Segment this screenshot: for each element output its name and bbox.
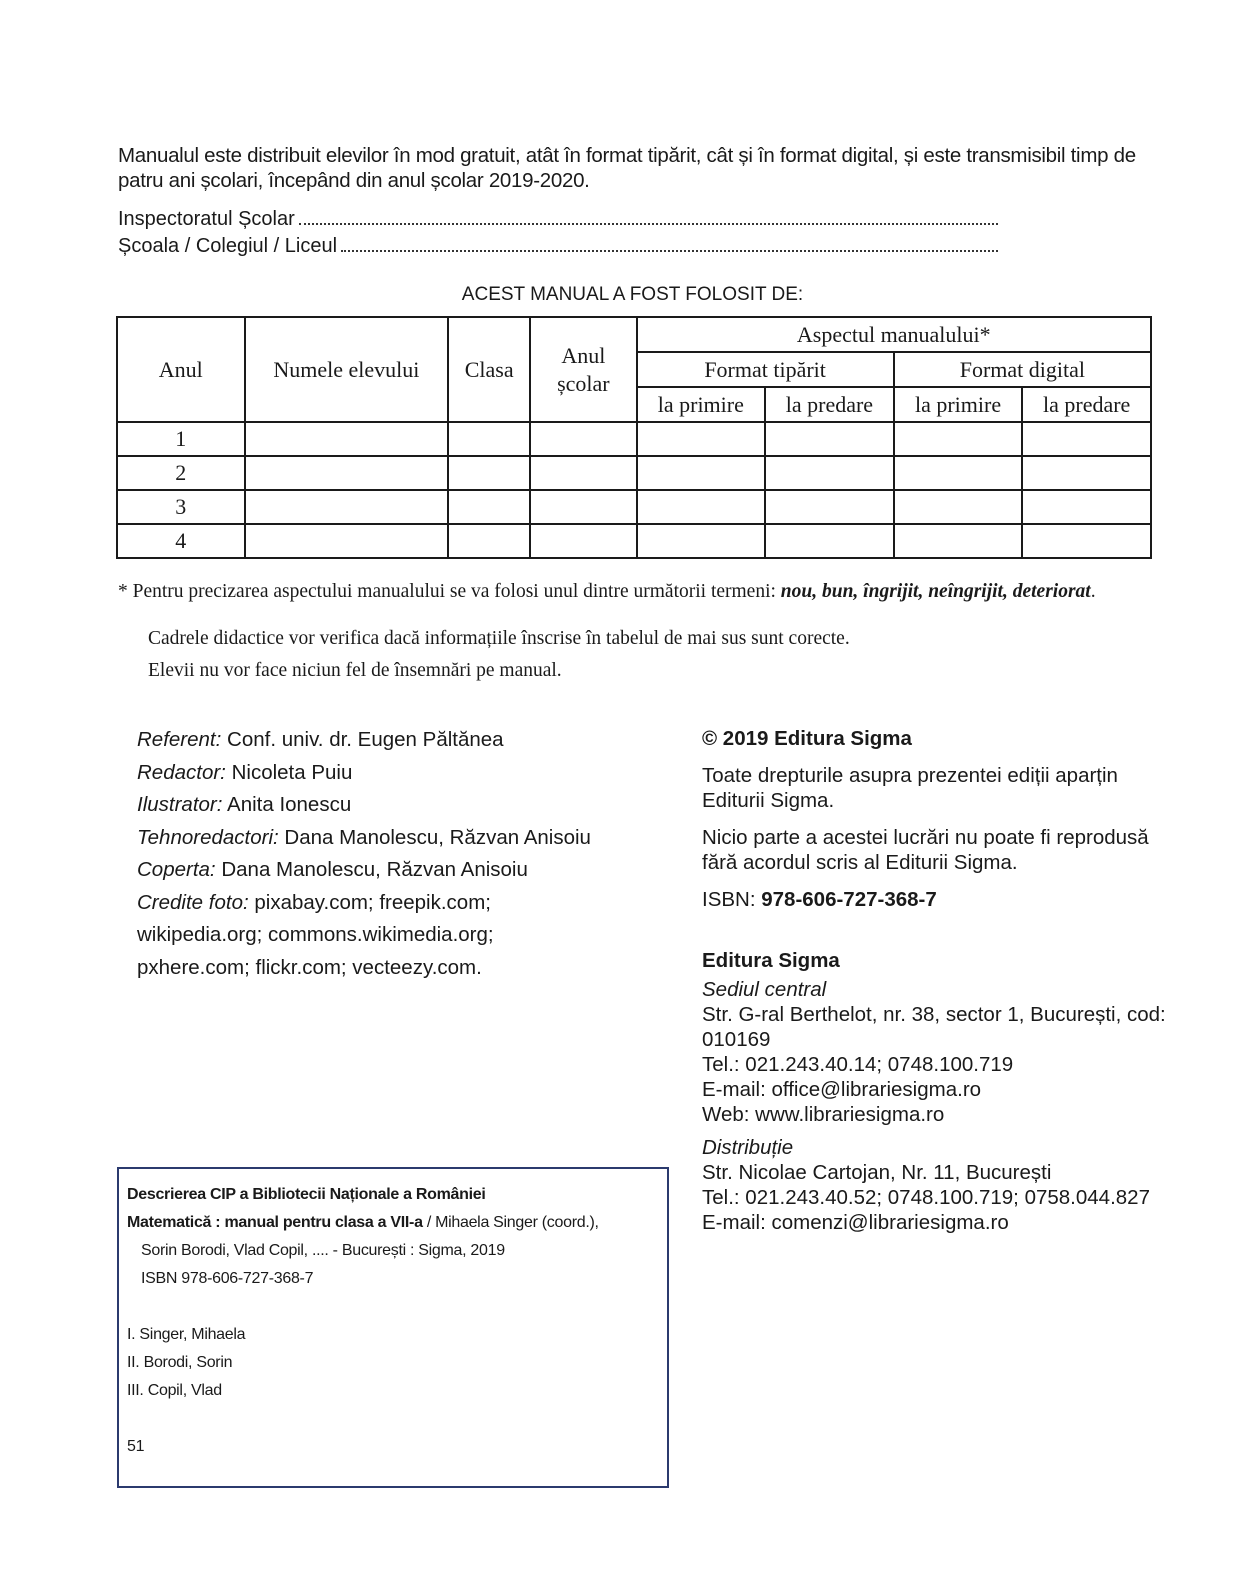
distribution-email: E-mail: comenzi@librariesigma.ro xyxy=(702,1211,1009,1234)
credit-role: Ilustrator: xyxy=(137,793,223,816)
cip-isbn: ISBN 978-606-727-368-7 xyxy=(141,1270,314,1287)
credit-coperta xyxy=(137,854,657,887)
hq-label: Sediul central xyxy=(702,978,827,1001)
credit-role: Tehnoredactori: xyxy=(137,825,279,849)
cell-clasa xyxy=(448,456,530,490)
credit-ilustrator xyxy=(137,789,657,822)
reproduction-text: Nicio parte a acestei lucrări nu poate fi reprodusă fără acordul scris al Editurii Sigma. xyxy=(702,826,1149,874)
cell-tiparit-predare xyxy=(765,456,894,490)
credits-block xyxy=(137,724,657,984)
cell-numele xyxy=(245,524,449,558)
cell-digital-predare xyxy=(1022,456,1151,490)
row-number: 2 xyxy=(117,456,245,490)
footnote-terms: nou, bun, îngrijit, neîngrijit, deteriorat xyxy=(780,581,1091,602)
distribution-label: Distribuție xyxy=(702,1136,794,1159)
credit-foto-line3: pxhere.com; flickr.com; vecteezy.com. xyxy=(137,955,482,979)
cell-digital-primire xyxy=(894,422,1023,456)
credit-role: Credite foto: xyxy=(137,890,249,914)
cip-entry-3: III. Copil, Vlad xyxy=(127,1382,222,1399)
hq-web: Web: www.librariesigma.ro xyxy=(702,1103,945,1126)
scoala-field xyxy=(118,234,998,258)
table-row xyxy=(117,490,1151,524)
cell-clasa xyxy=(448,524,530,558)
cell-digital-primire xyxy=(894,456,1023,490)
cip-authors-line: Sorin Borodi, Vlad Copil, .... - București : Sigma, 2019 xyxy=(141,1242,505,1259)
row-number: 4 xyxy=(117,524,245,558)
header-clasa: Clasa xyxy=(448,317,530,422)
cell-digital-primire xyxy=(894,524,1023,558)
header-digital-la-predare: la predare xyxy=(1022,387,1151,422)
footnote-text: * Pentru precizarea aspectului manualului se va folosi unul dintre următorii termeni: xyxy=(118,581,781,602)
row-number: 3 xyxy=(117,490,245,524)
cell-tiparit-primire xyxy=(637,524,766,558)
hq-address: Str. G-ral Berthelot, nr. 38, sector 1, București, cod: 010169 xyxy=(702,1003,1166,1051)
rights-text: Toate drepturile asupra prezentei ediții aparțin Editurii Sigma. xyxy=(702,764,1118,812)
header-format-digital: Format digital xyxy=(894,352,1151,387)
header-anul-scolar-line1: Anul xyxy=(561,342,606,368)
inspectorat-label: Inspectoratul Școlar xyxy=(118,208,295,230)
usage-table xyxy=(116,316,1152,559)
credit-referent xyxy=(137,724,657,757)
inspectorat-dotted-line xyxy=(299,207,998,225)
credit-name: Dana Manolescu, Răzvan Anisoiu xyxy=(215,858,528,881)
table-row xyxy=(117,422,1151,456)
publisher-name: Editura Sigma xyxy=(702,949,840,972)
cell-digital-predare xyxy=(1022,524,1151,558)
distribution-address: Str. Nicolae Cartojan, Nr. 11, București xyxy=(702,1161,1052,1184)
header-format-tiparit: Format tipărit xyxy=(637,352,894,387)
cell-anul-scolar xyxy=(530,524,636,558)
isbn-value: 978-606-727-368-7 xyxy=(761,888,937,911)
cip-entry-2: II. Borodi, Sorin xyxy=(127,1354,233,1371)
table-row xyxy=(117,524,1151,558)
cip-book-title: Matematică : manual pentru clasa a VII-a xyxy=(127,1214,423,1231)
header-tiparit-la-predare: la predare xyxy=(765,387,894,422)
cell-numele xyxy=(245,422,449,456)
cell-tiparit-predare xyxy=(765,422,894,456)
credit-role: Coperta: xyxy=(137,858,216,881)
cell-anul-scolar xyxy=(530,490,636,524)
credit-foto-line2: wikipedia.org; commons.wikimedia.org; xyxy=(137,923,494,946)
cell-digital-predare xyxy=(1022,422,1151,456)
credit-name: pixabay.com; freepik.com; xyxy=(248,890,491,914)
credit-foto xyxy=(137,887,657,920)
cell-digital-primire xyxy=(894,490,1023,524)
cell-clasa xyxy=(448,422,530,456)
distribution-tel: Tel.: 021.243.40.52; 0748.100.719; 0758.044.827 xyxy=(702,1186,1150,1209)
header-anul-scolar-line2: școlar xyxy=(557,370,610,396)
credit-role: Referent: xyxy=(137,728,222,751)
cell-tiparit-primire xyxy=(637,456,766,490)
cell-tiparit-primire xyxy=(637,422,766,456)
credit-name: Nicoleta Puiu xyxy=(225,760,353,784)
publisher-block xyxy=(702,726,1167,1235)
hq-tel: Tel.: 021.243.40.14; 0748.100.719 xyxy=(702,1053,1014,1076)
hq-email: E-mail: office@librariesigma.ro xyxy=(702,1078,982,1101)
copyright-notice: © 2019 Editura Sigma xyxy=(702,727,912,750)
credit-redactor xyxy=(137,757,657,790)
cip-entry-1: I. Singer, Mihaela xyxy=(127,1326,246,1343)
cell-tiparit-predare xyxy=(765,524,894,558)
isbn-label: ISBN: xyxy=(702,888,762,911)
cip-title: Descrierea CIP a Bibliotecii Naționale a României xyxy=(127,1186,486,1203)
row-number: 1 xyxy=(117,422,245,456)
footnote-period: . xyxy=(1090,581,1096,602)
cell-numele xyxy=(245,456,449,490)
table-footnote xyxy=(118,577,1158,607)
table-caption: ACEST MANUAL A FOST FOLOSIT DE: xyxy=(461,284,804,305)
inspectorat-field xyxy=(118,207,998,231)
cell-anul-scolar xyxy=(530,456,636,490)
cip-book-line xyxy=(127,1209,667,1237)
header-anul-scolar xyxy=(530,317,636,422)
cell-anul-scolar xyxy=(530,422,636,456)
credit-name: Conf. univ. dr. Eugen Păltănea xyxy=(221,728,504,751)
cell-clasa xyxy=(448,490,530,524)
credit-role: Redactor: xyxy=(137,760,226,784)
header-numele-elevului: Numele elevului xyxy=(245,317,449,422)
table-row xyxy=(117,456,1151,490)
scoala-dotted-line xyxy=(341,234,998,252)
cell-numele xyxy=(245,490,449,524)
note-teachers: Cadrele didactice vor verifica dacă informațiile înscrise în tabelul de mai sus sunt corecte. xyxy=(148,628,850,649)
header-tiparit-la-primire: la primire xyxy=(637,387,766,422)
intro-paragraph: Manualul este distribuit elevilor în mod gratuit, atât în format tipărit, cât și în format digital, și este transmisibil timp de patru ani școlari, începând din anul școlar 2019-2020. xyxy=(118,144,1136,192)
isbn-line xyxy=(702,887,1167,912)
scoala-label: Școala / Colegiul / Liceul xyxy=(118,235,338,257)
header-anul: Anul xyxy=(117,317,245,422)
cell-tiparit-primire xyxy=(637,490,766,524)
credit-tehnoredactori xyxy=(137,822,657,855)
cip-book-rest: / Mihaela Singer (coord.), xyxy=(422,1214,599,1231)
cip-box xyxy=(117,1167,669,1488)
credit-name: Anita Ionescu xyxy=(222,793,352,816)
note-students: Elevii nu vor face niciun fel de însemnări pe manual. xyxy=(148,660,562,681)
cell-digital-predare xyxy=(1022,490,1151,524)
cip-number: 51 xyxy=(127,1438,145,1455)
header-digital-la-primire: la primire xyxy=(894,387,1023,422)
cell-tiparit-predare xyxy=(765,490,894,524)
credit-name: Dana Manolescu, Răzvan Anisoiu xyxy=(278,825,591,849)
header-aspectul-manualului: Aspectul manualului* xyxy=(637,317,1152,352)
